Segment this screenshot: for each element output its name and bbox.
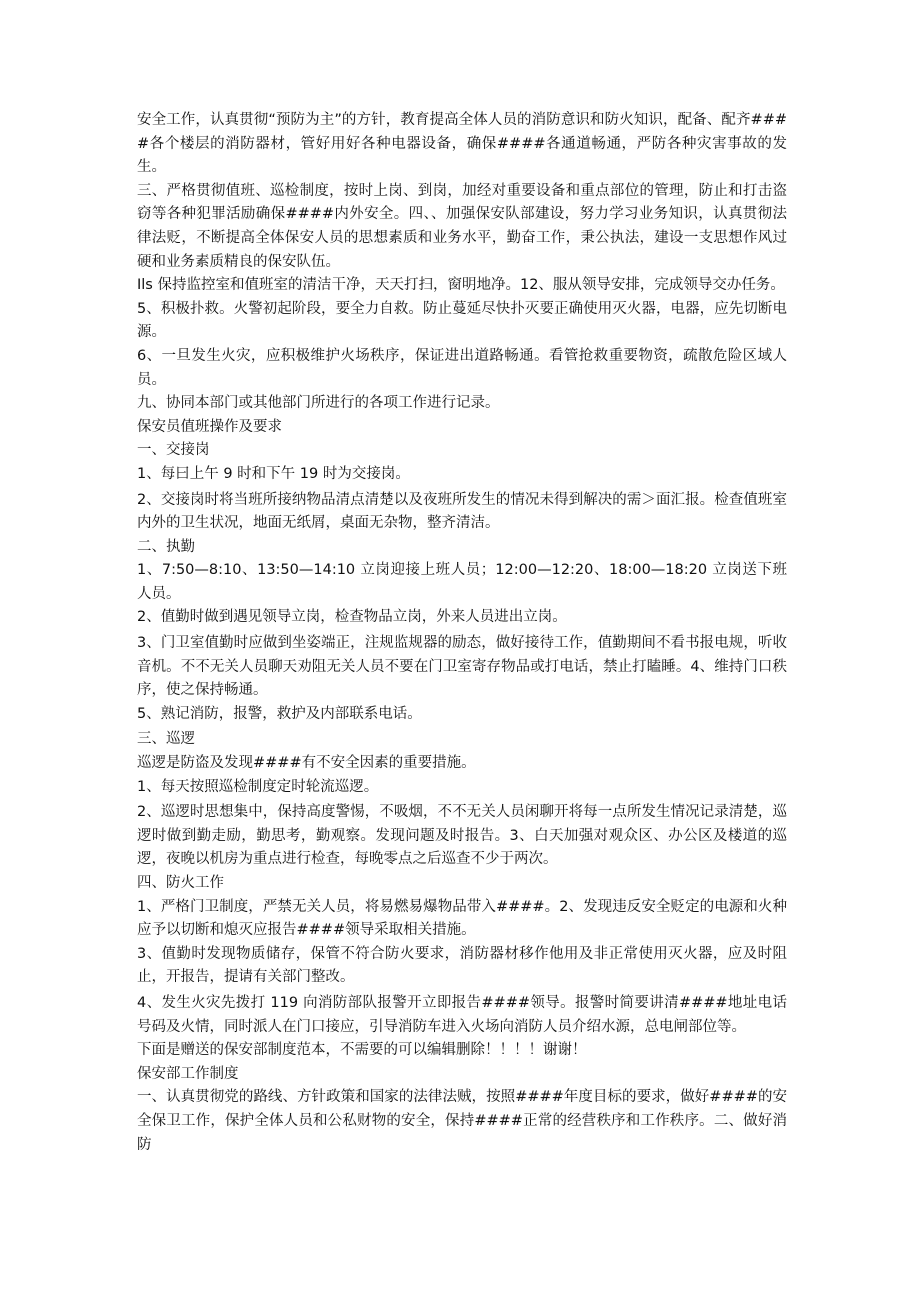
section-heading: 四、防火工作 bbox=[137, 875, 224, 891]
paragraph: 2、值勤时做到遇见领导立岗，检查物品立岗，外来人员进出立岗。 bbox=[137, 609, 567, 626]
document-body bbox=[137, 109, 787, 1157]
paragraph: 1、每曰上午 9 时和下午 19 时为交接岗。 bbox=[137, 465, 410, 482]
paragraph: 一、认真贯彻党的路线、方针政策和国家的法律法贼，按照####年度目标的要求，做好####的安全保卫工作，保护全体人员和公私财物的安全，保持####正常的经营秩序和工作秩序。二、做好消防 bbox=[137, 1089, 787, 1153]
paragraph: 6、一旦发生火灾，应积极维护火场秩序，保证进出道路畅通。看管抢救重要物资，疏散危险区域人员。 bbox=[137, 347, 787, 388]
section-heading: 二、执勤 bbox=[137, 538, 195, 555]
paragraph: 4、发生火灾先拨打 119 向消防部队报警开立即报告####领导。报警时简要讲清####地址电话号码及火情，同时派人在门口接应，引导消防车进入火场向消防人员介绍水源，总电闸部位等。 bbox=[137, 994, 787, 1035]
paragraph: 3、门卫室值勤时应做到坐姿端正，注规监规器的励态，做好接待工作，值勤期间不看书报电规，听收音机。不不无关人员聊天劝阻无关人员不要在门卫室寄存物品或打电话，禁止打瞌睡。4、维持门口秩序，使之保持畅通。 bbox=[137, 635, 787, 699]
section-title: 保安员值班操作及要求 bbox=[137, 418, 282, 435]
paragraph: 3、值勤时发现物质储存，保管不符合防火要求，消防器材移作他用及非正常使用灭火器，应及时阻止，开报告，提请有关部门整改。 bbox=[137, 945, 787, 986]
paragraph: 巡逻是防盗及发现####有不安全因素的重要措施。 bbox=[137, 755, 476, 772]
paragraph: 5、积极扑救。火警初起阶段，要全力自救。防止蔓延尽快扑灭要正确使用灭火器，电器，应先切断电源。 bbox=[137, 300, 787, 341]
section-title: 保安部工作制度 bbox=[137, 1065, 239, 1082]
paragraph: 三、严格贯彻值班、巡检制度，按时上岗、到岗，加经对重要设备和重点部位的管理，防止和打击盗窃等各种犯罪活励确保####内外安全。四、、加强保安队部建设，努力学习业务知识，认真贯彻法律法贬，不断提高全体保安人员的思想素质和业务水平，勤奋工作，秉公执法，建设一支思想作风过硬和业务素质精良的保安队伍。 bbox=[137, 182, 787, 270]
section-heading: 三、巡逻 bbox=[137, 731, 195, 748]
paragraph: 安全工作，认真贯彻“预防为主”的方针，教育提高全体人员的消防意识和防火知识，配备、配齐####各个楼层的消防器材，管好用好各种电器设备，确保####各通道畅通，严防各种灾害事故的发生。 bbox=[137, 112, 787, 176]
paragraph: 1、7:50—8:10、13:50—14:10 立岗迎接上班人员；12:00—12:20、18:00—18:20 立岗送下班人员。 bbox=[137, 562, 787, 602]
paragraph: 2、交接岗时将当班所接纳物品清点清楚以及夜班所发生的情况未得到解决的需＞面汇报。检查值班室内外的卫生状况，地面无纸屑，桌面无杂物，整齐清洁。 bbox=[137, 491, 787, 532]
paragraph: 1、严格门卫制度，严禁无关人员，将易燃易爆物品带入####。2、发现违反安全贬定的电源和火种应予以切断和熄灭应报告####领导采取相关措施。 bbox=[137, 898, 787, 939]
section-heading: 一、交接岗 bbox=[137, 442, 210, 459]
paragraph: 下面是赠送的保安部制度范本，不需要的可以编辑删除！！！！谢谢！ bbox=[137, 1042, 587, 1059]
paragraph: 1、每天按照巡检制度定时轮流巡逻。 bbox=[137, 778, 379, 795]
paragraph: 九、协同本部门或其他部门所进行的各项工作进行记录。 bbox=[137, 395, 500, 412]
paragraph: Ils 保持监控室和值班室的清洁干净，天天打扫，窗明地净。12、服从领导安排，完成领导交办任务。 bbox=[137, 277, 785, 294]
paragraph: 5、熟记消防，报警，救护及内部联系电话。 bbox=[137, 705, 422, 722]
paragraph: 2、巡逻时思想集中，保持高度警惕，不吸烟，不不无关人员闲聊开将每一点所发生情况记录清楚，巡逻时做到勤走励，勤思考，勤观察。发现问题及时报告。3、白天加强对观众区、办公区及楼道的巡逻，夜晚以机房为重点进行检查，每晚零点之后巡查不少于两次。 bbox=[137, 804, 787, 868]
